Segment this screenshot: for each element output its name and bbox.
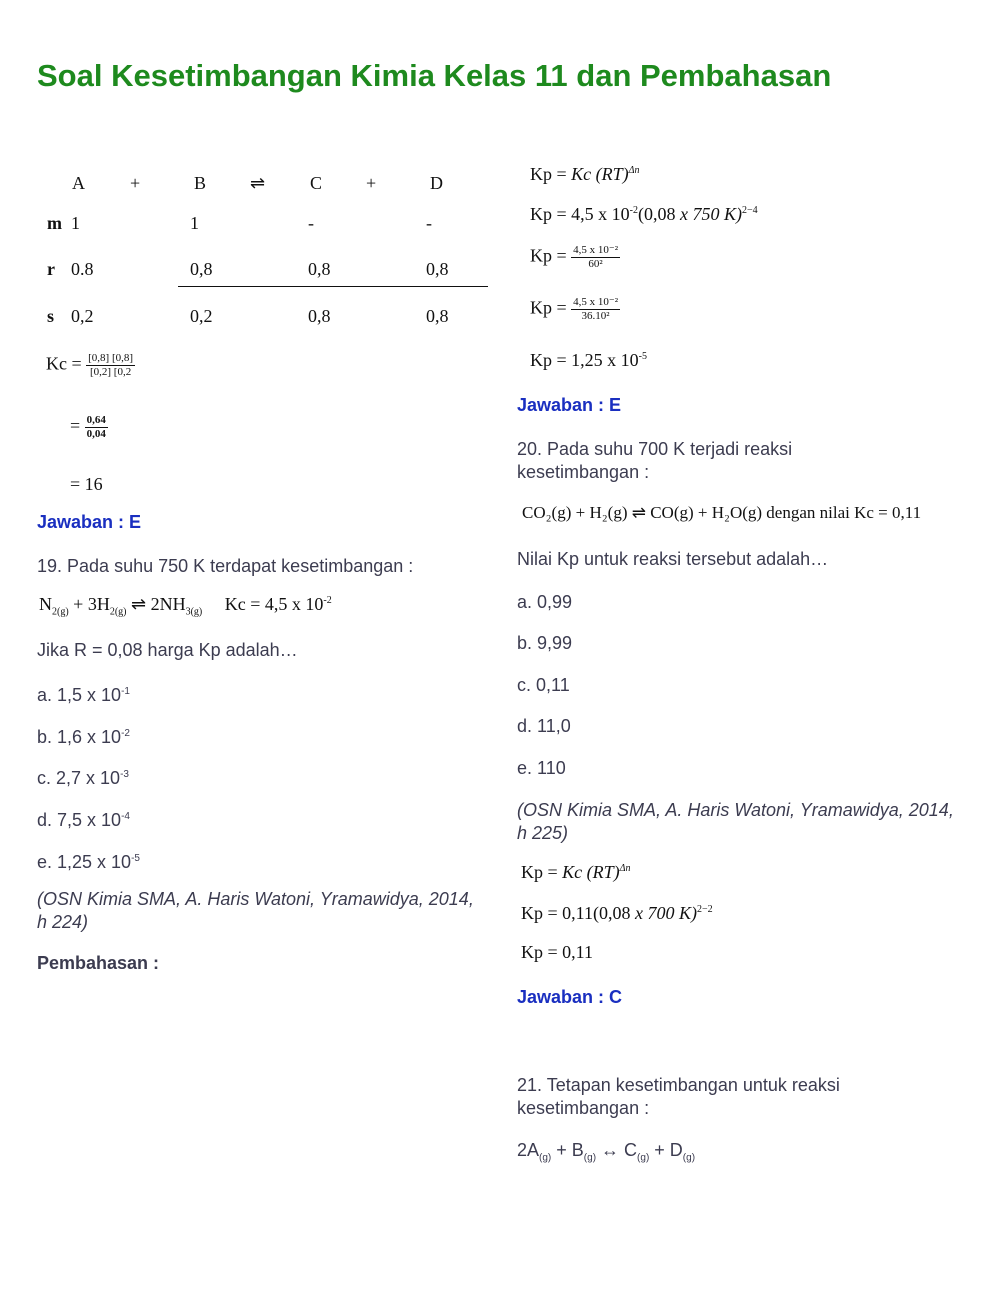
option-exp: -3 [120, 769, 129, 780]
kp-lhs: Kp = [521, 862, 563, 882]
q21-reaction [517, 1139, 695, 1170]
table-cell: 0,8 [308, 306, 331, 326]
q20-option-a[interactable]: a. 0,99 [517, 592, 573, 612]
table-row-label: s [47, 306, 55, 326]
kp-lhs: Kp = [530, 297, 567, 318]
option-text: d. 7,5 x 10 [37, 810, 122, 830]
kp-denominator: 36.10² [581, 310, 610, 322]
ice-table [40, 160, 490, 207]
q21-part: + D [649, 1140, 683, 1160]
table-cell: 0,8 [426, 306, 449, 326]
q19-prompt: Jika R = 0,08 harga Kp adalah… [37, 640, 298, 660]
option-text: c. 2,7 x 10 [37, 768, 121, 788]
table-cell: D [430, 173, 443, 193]
kc-lhs: Kc = [46, 353, 82, 374]
q19-option-c[interactable] [37, 763, 129, 790]
option-exp: -1 [121, 686, 130, 697]
q21-part: + B [551, 1140, 584, 1160]
table-cell: 0,2 [71, 306, 94, 326]
kp-rt: (RT) [586, 862, 620, 882]
q21-sub: (g) [539, 1152, 552, 1164]
answer-19: Jawaban : E [517, 395, 622, 415]
pembahasan-label: Pembahasan : [37, 953, 160, 973]
table-cell: A [72, 173, 85, 193]
table-cell: C [310, 173, 323, 193]
kc-step-2-denominator: 0,04 [86, 428, 106, 440]
kc-step-2 [70, 414, 108, 441]
q19-option-e[interactable] [37, 847, 140, 874]
question-20: 20. Pada suhu 700 K terjadi reaksi kesetimbangan : [517, 439, 793, 482]
q21-sub: (g) [637, 1152, 650, 1164]
q21-part: 2A [517, 1140, 540, 1160]
kc-denominator: [0,2] [0,2 [89, 366, 132, 378]
table-cell: 1 [71, 213, 80, 233]
option-text: b. 1,6 x 10 [37, 727, 122, 747]
kp-part: x [680, 204, 688, 224]
kp-lhs: Kp = [530, 245, 567, 266]
kp-numerator: 4,5 x 10⁻² [573, 296, 619, 308]
answer-20: Jawaban : C [517, 987, 623, 1007]
table-row-label: m [47, 213, 62, 233]
kp-lhs: Kp = 1,25 x 10 [530, 350, 639, 370]
s20-step-1 [521, 862, 631, 883]
q20-source: (OSN Kimia SMA, A. Haris Watoni, Yramawidya, 2014, h 225) [517, 800, 954, 843]
option-exp: -5 [131, 853, 140, 864]
q20-option-d[interactable]: d. 11,0 [517, 716, 571, 736]
option-text: a. 1,5 x 10 [37, 685, 122, 705]
answer-18: Jawaban : E [37, 512, 142, 532]
table-cell: + [130, 173, 141, 193]
kp-step-2 [530, 204, 758, 225]
q19-reaction-sub: 2(g) [52, 606, 69, 618]
q21-sub: (g) [583, 1152, 597, 1164]
kc-numerator: [0,8] [0,8] [88, 352, 134, 364]
question-21: 21. Tetapan kesetimbangan untuk reaksi kesetimbangan : [517, 1075, 840, 1118]
kc-step-2-prefix: = [70, 415, 81, 436]
kp-lhs: Kp = [530, 164, 572, 184]
table-row-label: r [47, 259, 55, 279]
s20-step-3: Kp = 0,11 [521, 942, 593, 962]
table-divider [178, 286, 488, 287]
table-cell: B [194, 173, 207, 193]
q20-option-c[interactable]: c. 0,11 [517, 675, 570, 695]
q19-kc: Kc = 4,5 x 10 [224, 594, 324, 614]
kp-exp: 2−4 [742, 205, 758, 216]
q20-prompt: Nilai Kp untuk reaksi tersebut adalah… [517, 549, 829, 569]
table-cell: ⇌ [250, 173, 266, 193]
table-cell: 1 [190, 213, 199, 233]
option-exp: -2 [121, 728, 130, 739]
q19-option-b[interactable] [37, 722, 130, 749]
kp-kc: Kc [562, 862, 583, 882]
kp-part: 750 K) [688, 204, 742, 224]
q19-reaction-part: N [39, 594, 52, 614]
kp-lhs: Kp = 0,11(0,08 [521, 903, 635, 923]
q19-option-a[interactable] [37, 680, 130, 707]
kp-step-4 [530, 296, 620, 323]
kp-exp: -5 [638, 351, 647, 362]
kp-kc: Kc [571, 164, 592, 184]
table-cell: 0,2 [190, 306, 213, 326]
kp-step-1 [530, 164, 640, 185]
s20-step-2 [521, 903, 713, 924]
kp-exp: -2 [629, 205, 638, 216]
kc-result: = 16 [70, 474, 103, 494]
kp-lhs: Kp = 4,5 x 10 [530, 204, 630, 224]
table-cell: 0,8 [426, 259, 449, 279]
table-cell: 0,8 [308, 259, 331, 279]
q21-sub: (g) [682, 1152, 696, 1164]
kp-part: (0,08 [638, 204, 680, 224]
table-cell: - [308, 213, 314, 233]
table-cell: + [366, 173, 377, 193]
q19-reaction-sub: 3(g) [185, 606, 203, 618]
table-cell: 0.8 [71, 259, 94, 279]
q19-reaction-sub: 2(g) [109, 606, 127, 618]
option-text: e. 1,25 x 10 [37, 852, 132, 872]
kp-step-3 [530, 244, 620, 271]
table-header-row [40, 160, 490, 207]
kp-exp: Δn [628, 165, 640, 176]
q19-reaction [39, 594, 332, 618]
kp-denominator: 60² [588, 258, 603, 270]
kp-part: 700 K) [642, 903, 697, 923]
table-cell: 0,8 [190, 259, 213, 279]
q19-kc-exp: -2 [323, 595, 332, 606]
kp-exp: Δn [619, 863, 631, 874]
table-cell: - [426, 213, 432, 233]
kp-exp: 2−2 [696, 904, 713, 915]
q20-reaction: CO₂(g) + H₂(g) ⇌ CO(g) + H₂O(g) dengan nilai Kc = 0,11 [522, 503, 922, 522]
table-cell [40, 160, 70, 207]
q20-option-e[interactable]: e. 110 [517, 758, 566, 778]
kc-step-2-numerator: 0,64 [86, 414, 106, 426]
q21-part: ↔ C [596, 1140, 638, 1160]
kp-rt: (RT) [595, 164, 629, 184]
q19-reaction-part: + 3H [73, 594, 110, 614]
kc-expression [46, 352, 135, 379]
q19-option-d[interactable] [37, 805, 130, 832]
q19-source: (OSN Kimia SMA, A. Haris Watoni, Yramawidya, 2014, h 224) [37, 889, 474, 932]
q19-reaction-part: ⇌ 2NH [131, 594, 186, 614]
kp-part: x [634, 903, 643, 923]
kp-step-5 [530, 350, 647, 371]
option-exp: -4 [121, 811, 130, 822]
kp-numerator: 4,5 x 10⁻² [573, 244, 619, 256]
page-title: Soal Kesetimbangan Kimia Kelas 11 dan Pembahasan [37, 58, 832, 93]
q20-option-b[interactable]: b. 9,99 [517, 633, 573, 653]
question-19: 19. Pada suhu 750 K terdapat kesetimbangan : [37, 556, 414, 576]
